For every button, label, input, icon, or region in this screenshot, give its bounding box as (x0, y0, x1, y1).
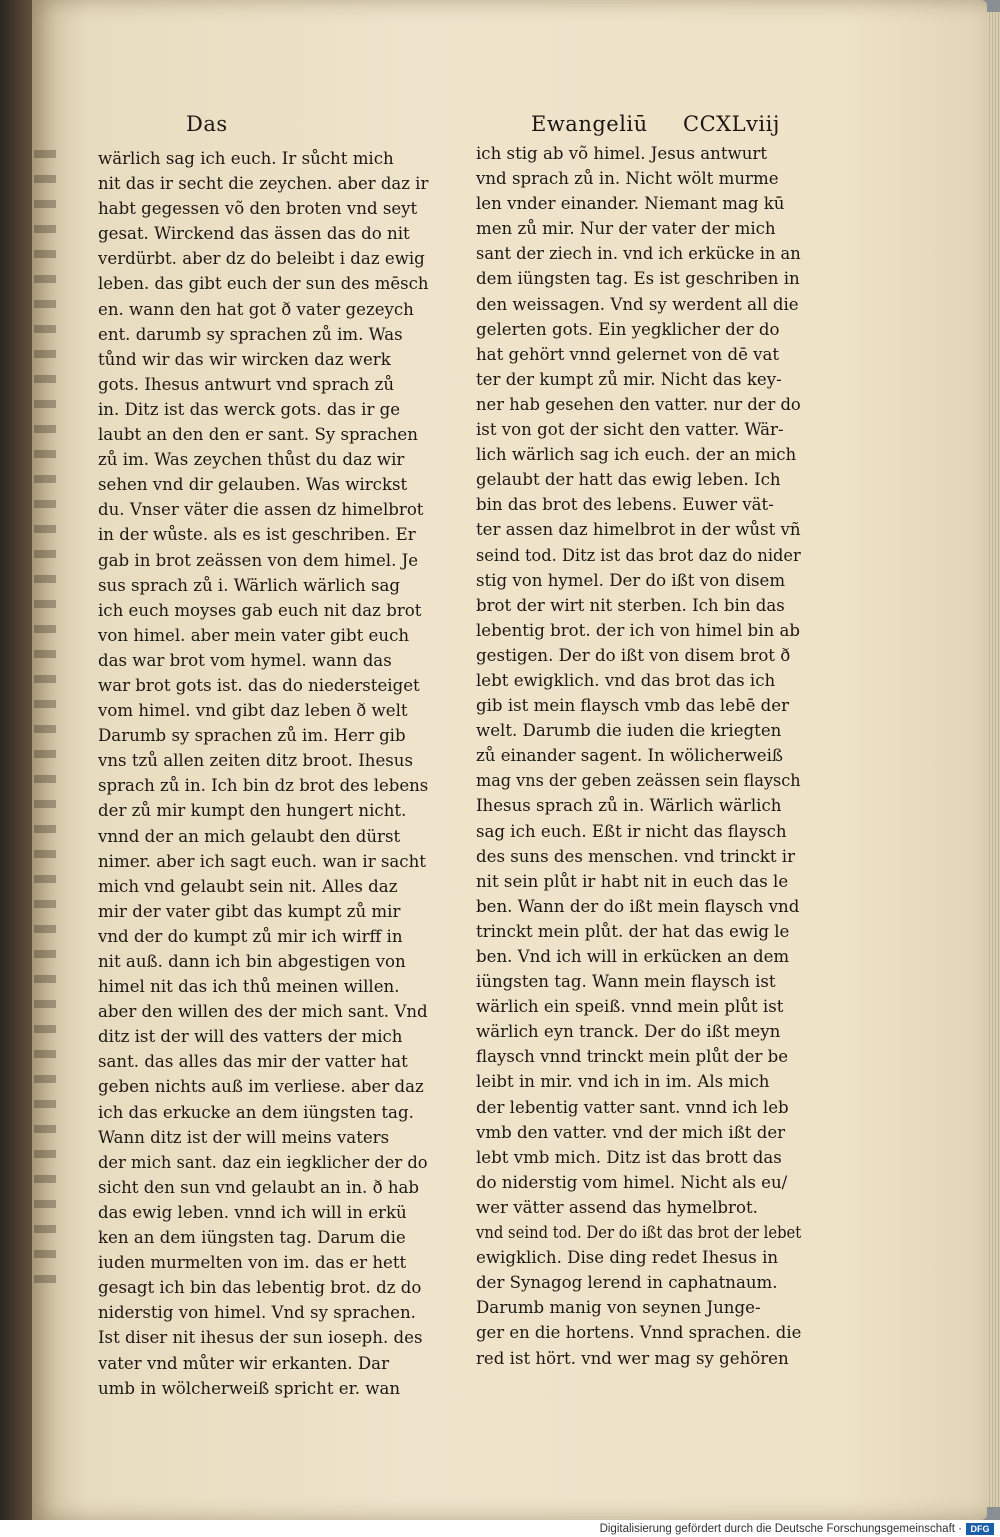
text-line: len vnder einander. Niemant mag kū (476, 194, 785, 214)
text-line: vnnd der an mich gelaubt den dürst (98, 826, 401, 846)
text-line: lebentig brot. der ich von himel bin ab (476, 620, 800, 640)
text-line: men zů mir. Nur der vater der mich (476, 219, 776, 239)
text-line: zů einander sagent. In wölicherweiß (476, 746, 783, 766)
text-line: lebt ewigklich. vnd das brot das ich (476, 670, 776, 690)
text-line: wer vätter assend das hymelbrot. (476, 1197, 758, 1217)
text-line: wärlich eyn tranck. Der do ißt meyn (476, 1022, 781, 1042)
folio-number: CCXLviij (683, 112, 780, 136)
text-line: Wann ditz ist der will meins vaters (98, 1127, 390, 1147)
text-line: sant. das alles das mir der vatter hat (98, 1052, 408, 1072)
text-line: vnd seind tod. Der do ißt das brot der lebet (476, 1223, 802, 1243)
text-column-right (476, 141, 801, 1371)
text-line: Ihesus sprach zů in. Wärlich wärlich (476, 796, 782, 816)
text-line: der mich sant. daz ein iegklicher der do (98, 1152, 428, 1172)
text-line: das war brot vom hymel. wann das (98, 650, 392, 670)
text-line: Darumb sy sprachen zů im. Herr gib (98, 726, 406, 746)
text-line: Ist diser nit ihesus der sun ioseph. des (98, 1328, 423, 1348)
facing-page-margin (34, 150, 56, 1300)
text-line: ger en die hortens. Vnnd sprachen. die (476, 1323, 802, 1343)
text-line: nit das ir secht die zeychen. aber daz ir (98, 174, 429, 194)
text-line: vom himel. vnd gibt daz leben ð welt (98, 701, 408, 721)
text-line: in. Ditz ist das werck gots. das ir ge (98, 399, 401, 419)
text-line: ditz ist der will des vatters der mich (98, 1027, 403, 1047)
text-line: ich stig ab võ himel. Jesus antwurt (476, 144, 767, 163)
text-line: sant der ziech in. vnd ich erkücke in an (476, 244, 801, 264)
text-line: wärlich ein speiß. vnnd mein plůt ist (476, 997, 784, 1017)
text-line: sehen vnd dir gelauben. Was wirckst (98, 475, 408, 495)
text-line: das ewig leben. vnnd ich will in erkü (98, 1202, 407, 1222)
text-line: iüngsten tag. Wann mein flaysch ist (476, 972, 776, 992)
text-line: red ist hört. vnd wer mag sy gehören (476, 1348, 789, 1368)
text-line: vater vnd můter wir erkanten. Dar (98, 1353, 389, 1373)
text-line: gelaubt der hatt das ewig leben. Ich (476, 470, 781, 490)
text-line: gots. Ihesus antwurt vnd sprach zů (98, 374, 395, 394)
text-line: himel nit das ich thů meinen willen. (98, 977, 400, 997)
text-line: flaysch vnnd trinckt mein plůt der be (476, 1047, 789, 1067)
text-line: du. Vnser väter die assen dz himelbrot (98, 500, 424, 520)
text-line: trinckt mein plůt. der hat das ewig le (476, 921, 790, 941)
text-line: war brot gots ist. das do niedersteiget (98, 675, 420, 695)
text-line: bin das brot des lebens. Euwer vät- (476, 495, 774, 515)
text-line: seind tod. Ditz ist das brot daz do nider (476, 545, 801, 565)
text-line: nit sein plůt ir habt nit in euch das le (476, 871, 789, 891)
text-line: Darumb manig von seynen Junge- (476, 1298, 761, 1318)
text-line: niderstig von himel. Vnd sy sprachen. (98, 1303, 416, 1323)
text-line: habt gegessen võ den broten vnd seyt (98, 199, 418, 219)
text-line: vnd der do kumpt zů mir ich wirff in (98, 926, 403, 946)
text-line: ken an dem iüngsten tag. Darum die (98, 1228, 406, 1248)
text-line: ent. darumb sy sprachen zů im. Was (98, 324, 403, 344)
text-line: der zů mir kumpt den hungert nicht. (98, 801, 407, 821)
footer-credit: Digitalisierung gefördert durch die Deutsche Forschungsgemeinschaft · (599, 1523, 962, 1535)
text-line: verdürbt. aber dz do beleibt i daz ewig (98, 249, 425, 269)
text-line: ner hab gesehen den vatter. nur der do (476, 394, 801, 414)
text-line: vns tzů allen zeiten ditz broot. Ihesus (98, 751, 413, 771)
text-line: stig von hymel. Der do ißt von disem (476, 570, 786, 590)
text-line: mir der vater gibt das kumpt zů mir (98, 901, 401, 921)
text-line: in der wůste. als es ist geschriben. Er (98, 525, 416, 545)
text-line: sus sprach zů i. Wärlich wärlich sag (98, 575, 401, 595)
text-line: lebt vmb mich. Ditz ist das brott das (476, 1147, 782, 1167)
text-line: vnd sprach zů in. Nicht wölt murme (476, 169, 779, 189)
text-line: mich vnd gelaubt sein nit. Alles daz (98, 876, 398, 896)
text-line: hat gehört vnnd gelernet von dē vat (476, 344, 780, 364)
page-edges (987, 12, 1000, 1507)
text-line: nit auß. dann ich bin abgestigen von (98, 952, 406, 971)
text-line: gesat. Wirckend das ässen das do nit (98, 224, 410, 244)
text-line: gesagt ich bin das lebentig brot. dz do (98, 1278, 422, 1298)
text-line: iuden murmelten von im. das er hett (98, 1253, 407, 1273)
text-line: do niderstig vom himel. Nicht als eu/ (476, 1172, 788, 1192)
text-line: en. wann den hat got ð vater gezeych (98, 299, 414, 319)
text-line: aber den willen des der mich sant. Vnd (98, 1002, 428, 1022)
digitization-footer (0, 1520, 1000, 1537)
text-line: den weissagen. Vnd sy werdent all die (476, 294, 799, 314)
text-line: sicht den sun vnd gelaubt an in. ð hab (98, 1177, 420, 1197)
text-line: gelerten gots. Ein yegklicher der do (476, 319, 780, 339)
text-line: der lebentig vatter sant. vnnd ich leb (476, 1097, 789, 1117)
text-line: ewigklich. Dise ding redet Ihesus in (476, 1248, 779, 1268)
text-line: des suns des menschen. vnd trinckt ir (476, 846, 796, 866)
text-column-left (98, 146, 428, 1401)
running-head-left: Das (186, 112, 228, 136)
text-line: welt. Darumb die iuden die kriegten (476, 721, 782, 741)
text-line: vmb den vatter. vnd der mich ißt der (476, 1122, 786, 1142)
text-line: gab in brot zeässen von dem himel. Je (98, 550, 419, 570)
text-line: sprach zů in. Ich bin dz brot des lebens (98, 776, 429, 796)
text-line: leben. das gibt euch der sun des mēsch (98, 274, 429, 294)
text-line: gestigen. Der do ißt von disem brot ð (476, 645, 791, 665)
text-line: ter assen daz himelbrot in der wůst vñ (476, 520, 801, 540)
text-line: ben. Vnd ich will in erkücken an dem (476, 947, 790, 966)
text-line: lich wärlich sag ich euch. der an mich (476, 445, 797, 465)
text-line: nimer. aber ich sagt euch. wan ir sacht (98, 851, 426, 871)
text-line: laubt an den den er sant. Sy sprachen (98, 425, 418, 445)
text-line: ben. Wann der do ißt mein flaysch vnd (476, 896, 800, 916)
text-line: ist von got der sicht den vatter. Wär- (476, 420, 784, 440)
text-line: geben nichts auß im verliese. aber daz (98, 1077, 424, 1097)
text-line: ter der kumpt zů mir. Nicht das key- (476, 369, 782, 389)
text-line: sag ich euch. Eßt ir nicht das flaysch (476, 821, 787, 841)
text-line: tůnd wir das wir wircken daz werk (98, 349, 391, 369)
text-line: brot der wirt nit sterben. Ich bin das (476, 595, 785, 615)
text-line: von himel. aber mein vater gibt euch (98, 625, 410, 645)
text-line: gib ist mein flaysch vmb das lebē der (476, 696, 790, 716)
text-line: dem iüngsten tag. Es ist geschriben in (476, 269, 800, 289)
text-line: der Synagog lerend in caphatnaum. (476, 1273, 778, 1293)
text-line: umb in wölcherweiß spricht er. wan (98, 1378, 401, 1398)
text-line: mag vns der geben zeässen sein flaysch (476, 771, 801, 791)
text-line: leibt in mir. vnd ich in im. Als mich (476, 1072, 770, 1092)
dfg-logo: DFG (966, 1523, 994, 1535)
text-line: zů im. Was zeychen thůst du daz wir (98, 450, 405, 470)
text-line: ich euch moyses gab euch nit daz brot (98, 600, 422, 620)
text-line: wärlich sag ich euch. Ir sůcht mich (98, 149, 394, 168)
running-head-title: Ewangeliū (531, 112, 648, 136)
text-line: ich das erkucke an dem iüngsten tag. (98, 1102, 414, 1122)
